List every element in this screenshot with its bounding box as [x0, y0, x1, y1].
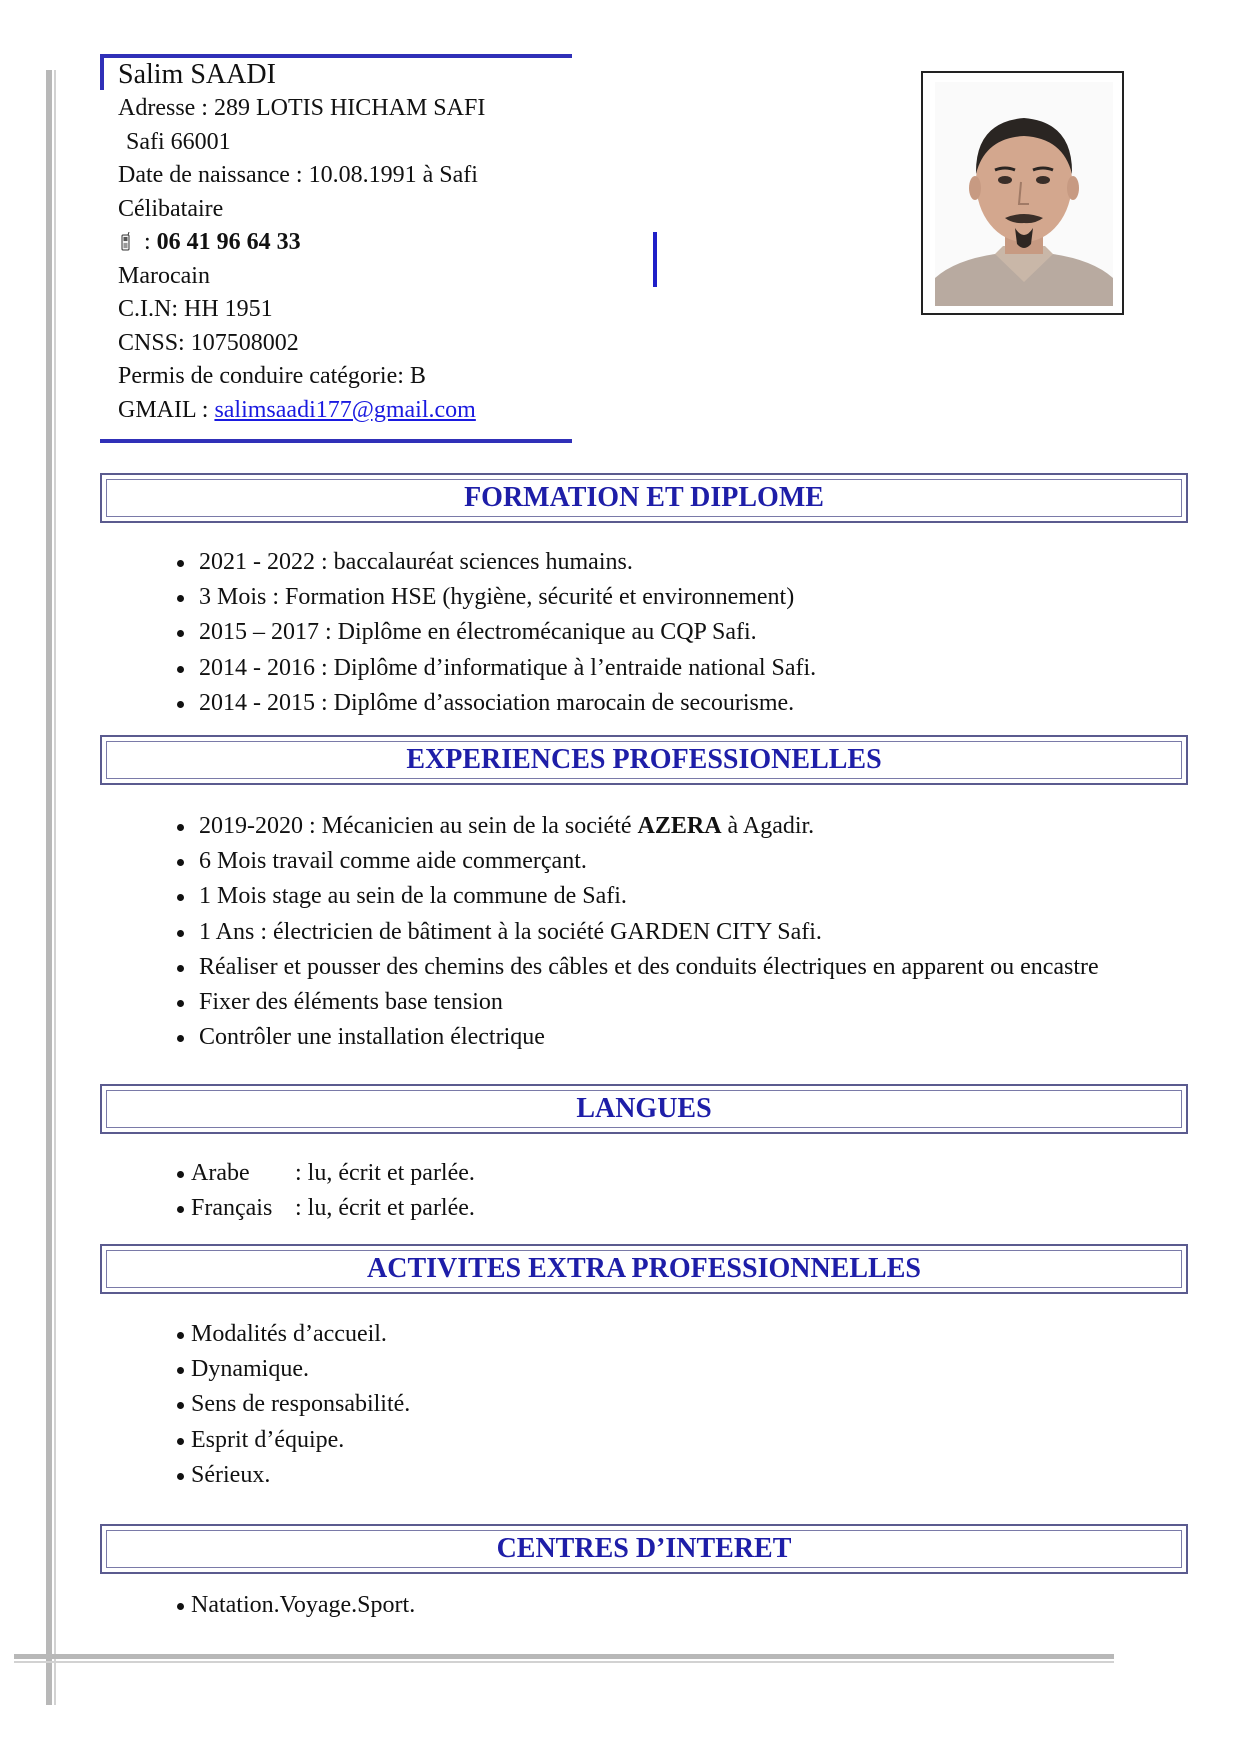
- portrait-photo: [935, 82, 1113, 306]
- left-vertical-rule-inner: [54, 70, 56, 1705]
- header-bottom-rule: [100, 439, 572, 443]
- experience-text-before: 2019-2020 : Mécanicien au sein de la société: [199, 813, 638, 839]
- header-left-rule: [100, 54, 104, 90]
- section-langues-title: LANGUES: [576, 1093, 712, 1124]
- full-name: Salim SAADI: [118, 59, 276, 90]
- list-item: 2021 - 2022 : baccalauréat sciences humains.: [175, 545, 816, 580]
- activites-list: [175, 1317, 410, 1493]
- section-activites-title: ACTIVITES EXTRA PROFESSIONNELLES: [367, 1253, 921, 1284]
- cnss-number: CNSS: 107508002: [118, 329, 299, 356]
- list-item: 2014 - 2016 : Diplôme d’informatique à l’entraide national Safi.: [175, 651, 816, 686]
- list-item: Dynamique.: [175, 1352, 410, 1387]
- language-level: : lu, écrit et parlée.: [295, 1195, 475, 1222]
- language-name: Français: [191, 1195, 273, 1222]
- address-line-1: Adresse : 289 LOTIS HICHAM SAFI: [118, 95, 486, 121]
- list-item: Natation.Voyage.Sport.: [175, 1588, 415, 1623]
- list-item: Réaliser et pousser des chemins des câbles et des conduits électriques en apparent ou encastre: [175, 950, 1099, 985]
- driving-license: Permis de conduire catégorie: B: [118, 363, 426, 389]
- section-experiences-header: [100, 735, 1188, 785]
- identity-block: [118, 58, 485, 427]
- list-item: Fixer des éléments base tension: [175, 985, 1099, 1020]
- section-interets-title: CENTRES D’INTERET: [496, 1533, 792, 1564]
- list-item: Modalités d’accueil.: [175, 1317, 410, 1352]
- list-item: Sens de responsabilité.: [175, 1387, 410, 1422]
- list-item: Esprit d’équipe.: [175, 1423, 410, 1458]
- email-row: [118, 394, 485, 428]
- language-level: : lu, écrit et parlée.: [295, 1160, 475, 1186]
- birth-info: Date de naissance : 10.08.1991 à Safi: [118, 162, 478, 188]
- bottom-horizontal-rule: [14, 1654, 1114, 1659]
- list-item: 3 Mois : Formation HSE (hygiène, sécurité et environnement): [175, 580, 816, 615]
- section-langues-header: [100, 1084, 1188, 1134]
- address-line-2: Safi 66001: [126, 128, 231, 155]
- interets-list: [175, 1588, 415, 1623]
- formation-list: [175, 545, 816, 721]
- company-name: AZERA: [637, 813, 722, 839]
- phone-row: [118, 226, 485, 260]
- list-item: [175, 1191, 475, 1226]
- section-activites-header: [100, 1244, 1188, 1294]
- list-item: 2015 – 2017 : Diplôme en électromécanique au CQP Safi.: [175, 615, 816, 650]
- mobile-phone-icon: [118, 229, 134, 249]
- list-item: [175, 809, 1099, 844]
- marital-status: Célibataire: [118, 195, 224, 222]
- experiences-list: [175, 809, 1099, 1055]
- list-item: 1 Ans : électricien de bâtiment à la société GARDEN CITY Safi.: [175, 915, 1099, 950]
- cin-number: C.I.N: HH 1951: [118, 296, 273, 322]
- left-vertical-rule: [46, 70, 52, 1705]
- language-name: Arabe: [191, 1160, 250, 1186]
- experience-text-after: à Agadir.: [721, 813, 815, 839]
- email-link[interactable]: salimsaadi177@gmail.com: [214, 396, 476, 423]
- phone-prefix: :: [144, 229, 151, 255]
- list-item: Sérieux.: [175, 1458, 410, 1493]
- langues-list: [175, 1156, 475, 1226]
- photo-frame: [921, 71, 1124, 315]
- section-formation-header: [100, 473, 1188, 523]
- bottom-horizontal-rule-inner: [14, 1661, 1114, 1663]
- list-item: 2014 - 2015 : Diplôme d’association marocain de secourisme.: [175, 686, 816, 721]
- list-item: Contrôler une installation électrique: [175, 1020, 1099, 1055]
- section-experiences-title: EXPERIENCES PROFESSIONELLES: [406, 744, 882, 775]
- header-vertical-mark: [653, 232, 657, 287]
- nationality: Marocain: [118, 262, 210, 289]
- phone-number: 06 41 96 64 33: [156, 229, 301, 255]
- list-item: 6 Mois travail comme aide commerçant.: [175, 844, 1099, 879]
- list-item: [175, 1156, 475, 1191]
- section-formation-title: FORMATION ET DIPLOME: [464, 482, 824, 513]
- section-interets-header: [100, 1524, 1188, 1574]
- list-item: 1 Mois stage au sein de la commune de Safi.: [175, 879, 1099, 914]
- email-label: GMAIL :: [118, 396, 209, 423]
